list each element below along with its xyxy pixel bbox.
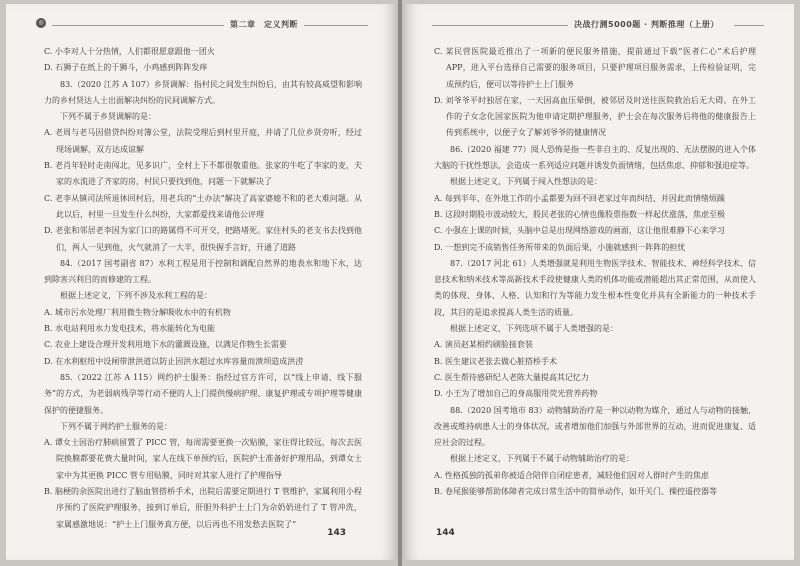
answer-option: C. 小李对人十分热情，人们都很愿意跟他一团火 (44, 47, 215, 56)
question-paragraph: 下列不属于网约护士服务的是： (60, 421, 172, 431)
answer-option: D. 小王为了增加自己的身高服用荧光营养药物 (434, 389, 598, 399)
header-rule (52, 25, 224, 26)
answer-option: A. 老周与老马因借贷纠纷对簿公堂，法院受理后到村里开庭，并请了几位乡贤旁听，经过现场调解，双方达成谅解 (44, 128, 362, 154)
answer-option: D. 老张和邻居老李因为家门口的路属得不可开交，把路堵死。家住村头的老支书去找到他们，两人一见到他，火气就消了一大半，很快握手言好，开通了道路 (44, 226, 362, 252)
answer-option: A. 城市污水处理厂利用微生物分解吸收水中的有机物 (44, 307, 231, 317)
right-page-body (434, 44, 756, 500)
answer-option: B. 这段时期股市波动较大，股民老张的心情也像股票指数一样起伏涨落，焦虑至极 (434, 209, 725, 219)
question-paragraph: 根据上述定义，下列选项不属于人类增强的是： (450, 324, 618, 334)
right-page (402, 4, 794, 560)
answer-option: A. 演员赵某相约刷脸接套装 (434, 340, 533, 350)
answer-option: B. 脑梗的余医院出进行了脑血管搭桥手术，出院后需要定期进行 T 管维护，家属利用小程序预约了医院护理服务，接到订单后，肝胆外科护士上门为佘奶奶进行了 T 管冲洗，家属感激地说：“护士上门服务真方便，以后再也不用发愁去医院了” (44, 487, 362, 529)
header-rule (304, 25, 368, 26)
left-page-body (44, 44, 362, 533)
answer-option: B. 医生建议老张去做心脏搭桥手术 (434, 356, 557, 366)
answer-option: C. 农业上建设合理开发利用地下水的灌溉设施，以满足作物生长需要 (44, 340, 287, 350)
answer-option: A. 每到半年，在外地工作的小孟都要为回不回老家过年而纠结，并因此而情绪烦躁 (434, 193, 725, 203)
left-page-header (36, 18, 368, 32)
question-paragraph: 83.（2020 江苏 A 107）乡贤调解：指村民之间发生纠纷后，由其有较高威望和影响力的乡村贤达人士出面解决纠纷的民间调解方式。 (44, 79, 362, 105)
right-page-header (432, 18, 764, 32)
answer-option: C. 老李从镇司法所退休回村后，用老兵的“土办法”解决了高家婆媳不和的老大难问题。从此以后，村里一旦发生什么纠纷，大家都爱找来请他公评理 (44, 193, 362, 219)
chapter-title: 第二章 定义判断 (230, 20, 298, 29)
question-paragraph: 84.（2017 国考副省 87）水利工程是用于控制和调配自然界的地表水和地下水，达到除害兴利目的而修建的工程。 (44, 258, 362, 285)
question-paragraph: 85.（2022 江苏 A 115）网约护士服务：指经过官方许可，以“线上申请、线下服务”的方式，为老弱病残孕等行动不便的人上门提供慢病护理、康复护理或专项护理等健康保护的便捷服务。 (44, 372, 362, 415)
answer-option: A. 谭女士因治疗肺病留置了 PICC 管，每周需要更换一次贴膜，家住得比较远，每次去医院换膜都要花费大量时间，家人在线下单预约后，医院护士准备好护理用品，到谭女士家中为其更换 PICC 管专用贴膜，同时对其家人进行了护理指导 (44, 438, 362, 480)
header-rule (432, 25, 568, 26)
question-paragraph: 根据上述定义，下列属于不属于动物辅助治疗的是： (450, 454, 634, 464)
header-rule (734, 25, 764, 26)
question-paragraph: 下列不属于乡贤调解的是： (60, 112, 156, 122)
question-paragraph: 根据上述定义，下列属于闯入性想法的是： (450, 177, 602, 187)
answer-option: D. 刘爷爷平时独居在家，一天因高血压晕倒，被邻居及时送往医院救治后无大碍。在外工作的子女念化国家医院为他申请定期护理服务，护士会在每次服务后将他的健康报告上传到系统中，以便子女了解刘爷爷的健康情况 (434, 95, 756, 138)
answer-option: A. 性格孤独的孤弟你被适合陪伴自闭症患者，减轻他们因对人群时产生的焦虑 (434, 470, 709, 480)
answer-option: D. 一想到完不成销售任务所带来的负面后果，小施就感到一阵阵的担忧 (434, 242, 686, 252)
answer-option: C. 医生帮待感研纪人老陈大量提高其记忆力 (434, 372, 589, 382)
question-paragraph: 86.（2020 福建 77）阅人恐怖是指一些非自主的、反复出现的、无法摆脱的进入个体大脑的干扰性想法，会造成一系列适应问题并诱发负面情绪，包括焦虑、抑郁和强迫症等。 (434, 144, 756, 171)
publisher-logo-icon: ◎ (36, 18, 46, 28)
answer-option: B. 水电站利用水力发电技术，将水能转化为电能 (44, 324, 215, 334)
page-number: 143 (327, 528, 346, 538)
left-page (6, 4, 398, 560)
book-title: 决战行测5000题 · 判断推理（上册） (574, 20, 719, 29)
answer-option: D. 在水利枢纽中设闸带泄洪道以防止因洪水超过水库容量而溃坝造成洪涝 (44, 356, 304, 366)
answer-option: B. 老肖年轻时走南闯北，见多识广，全村上下不都很敬重他。张家的牛吃了李家的麦，夫家的水流进了齐家的房，村民只要找到他，问题一下就解决了 (44, 161, 362, 187)
answer-option: D. 石狮子在纸上的于狮斗，小鸡感到阵阵发痒 (44, 63, 208, 73)
answer-option: C. 某民营医院最近推出了一项新的便民服务措施，提前通过下载“医者仁心”术后护理 APP，进入平台选择自己需要的服务项目，只要护理项目服务需求，上传检验证明，完成预约后，便可以等待护士上门服务 (434, 47, 756, 89)
page-number: 144 (436, 528, 455, 538)
question-paragraph: 87.（2017 河北 61）人类增强就是利用生物医学技术、智能技术、神经科学技术、信息技术和纳米技术等高新技术手段使健康人类的机体功能或潜能超出其正常范围，从而使人类的体现、身体、人格、认知和行为等能力发生根本性变化并具有全新能力的一种技术手段，其目的是追求提高人类生活的质量。 (434, 258, 756, 317)
question-paragraph: 根据上述定义，下列不涉及水利工程的是： (60, 291, 212, 301)
answer-option: B. 卷尾猴能够帮助体障者完成日常生活中的简单动作，如开关门、操控遥控器等 (434, 487, 717, 497)
question-paragraph: 88.（2020 国考地市 83）动物辅助治疗是一种以动物为媒介，通过人与动物的接触，改善或维持病患人士的身体状况，或者增加他们加强与外部世界的互动，进而促进康复、适应社会的过程。 (434, 405, 756, 448)
answer-option: C. 小强在上课的时候，头脑中总是出现网络游戏的画面，这让他很难静下心来学习 (434, 226, 725, 236)
